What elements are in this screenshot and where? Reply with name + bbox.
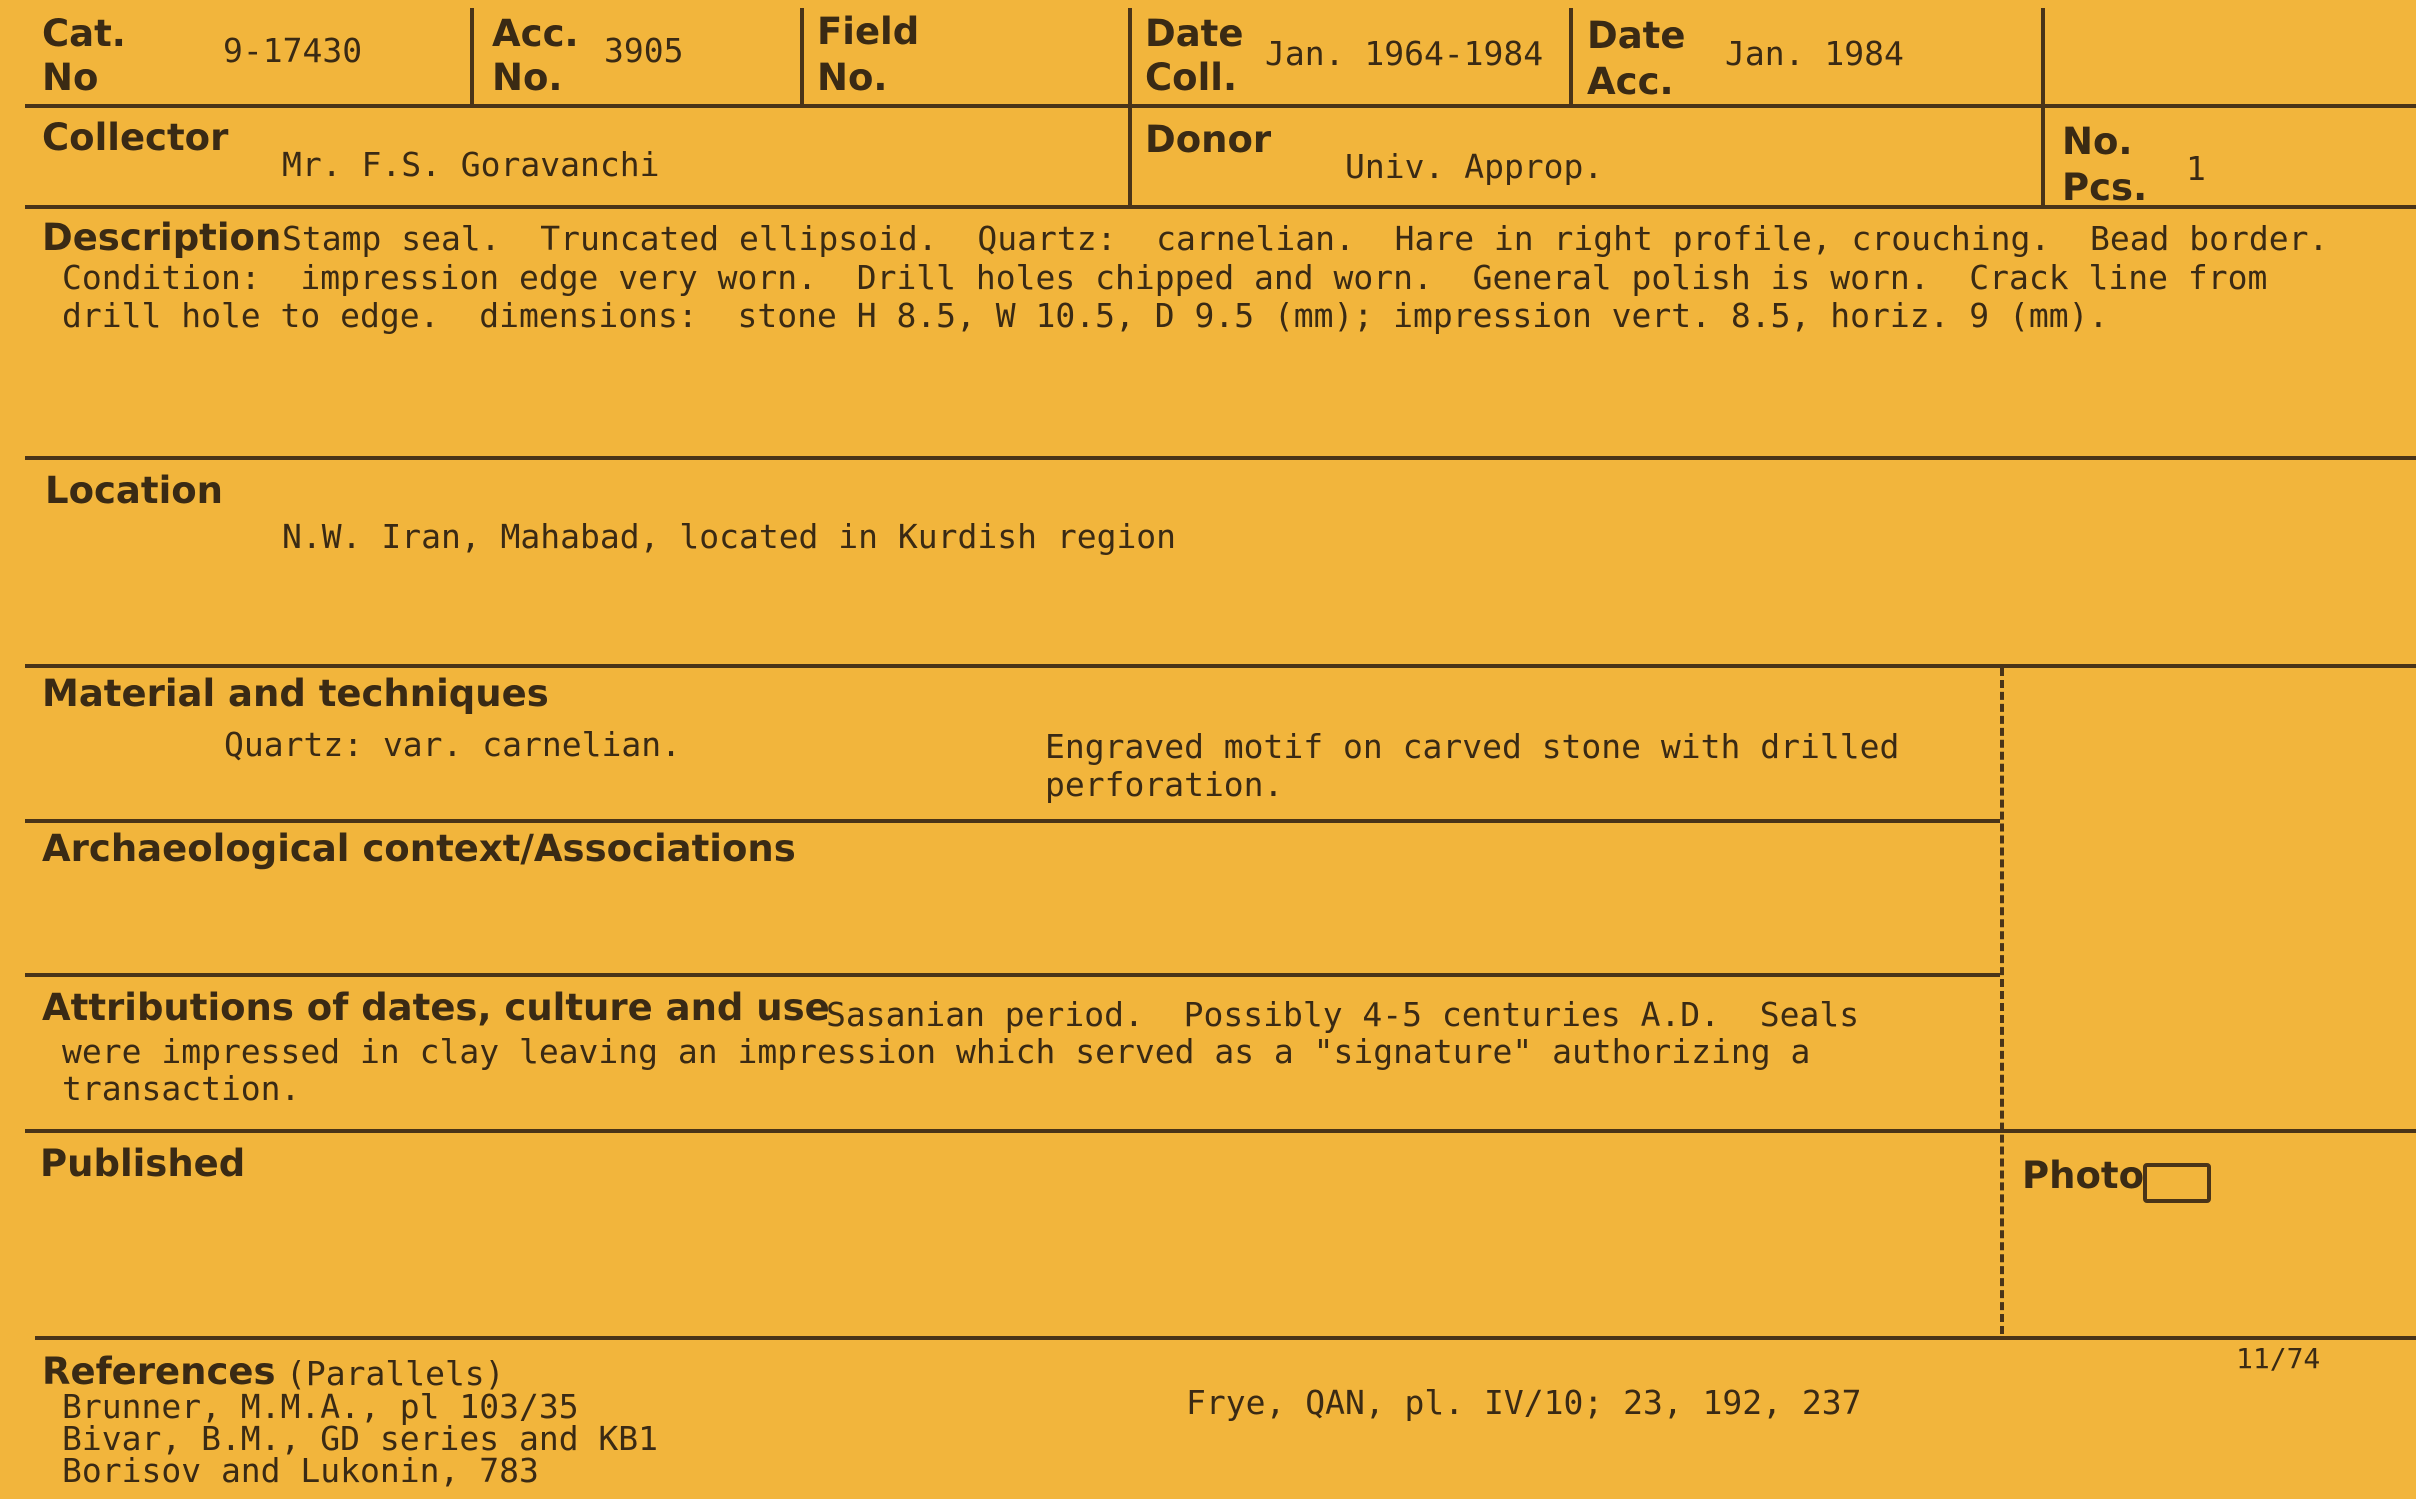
donor-label: Donor [1145, 118, 1272, 161]
cat-no-label-2: No [42, 56, 99, 99]
rule-location-bottom [25, 664, 2416, 668]
rule-v-cat [470, 8, 474, 104]
date-acc-label-2: Acc. [1587, 60, 1674, 103]
collector-label: Collector [42, 116, 229, 159]
location-label: Location [45, 469, 224, 512]
rule-description-bottom [25, 456, 2416, 460]
date-coll-label-1: Date [1145, 12, 1244, 55]
description-line-2: Condition: impression edge very worn. Drill holes chipped and worn. General polish is worn. Crack line from [62, 258, 2268, 297]
references-note: (Parallels) [286, 1354, 505, 1393]
location-value: N.W. Iran, Mahabad, located in Kurdish region [282, 517, 1177, 556]
reference-item-1: Brunner, M.M.A., pl 103/35 [62, 1387, 579, 1426]
rule-material-bottom [25, 819, 2000, 823]
attribution-line-2: were impressed in clay leaving an impression which served as a "signature" authorizing a [62, 1032, 1811, 1071]
form-code: 11/74 [2236, 1342, 2321, 1375]
donor-value: Univ. Approp. [1345, 147, 1604, 186]
reference-item-2: Bivar, B.M., GD series and KB1 [62, 1419, 659, 1458]
attribution-label: Attributions of dates, culture and use [42, 986, 830, 1029]
rule-context-bottom [25, 973, 2000, 977]
rule-header-bottom [25, 104, 2416, 108]
description-label: Description [42, 216, 282, 259]
rule-v-datecoll [1569, 8, 1573, 104]
published-label: Published [40, 1142, 246, 1185]
material-label: Material and techniques [42, 672, 549, 715]
description-line-1: Stamp seal. Truncated ellipsoid. Quartz: carnelian. Hare in right profile, crouching. Bead border. [282, 219, 2329, 258]
cat-no-value: 9-17430 [223, 31, 363, 70]
acc-no-value: 3905 [604, 31, 684, 70]
rule-attribution-bottom [25, 1129, 2416, 1133]
rule-collector-bottom [25, 205, 2416, 209]
pieces-label-2: Pcs. [2062, 166, 2148, 209]
field-no-label-1: Field [817, 10, 920, 53]
reference-item-3: Borisov and Lukonin, 783 [62, 1451, 539, 1490]
technique-line-2: perforation. [1045, 765, 1284, 804]
references-label: References [42, 1350, 276, 1393]
pieces-value: 1 [2186, 149, 2206, 188]
attribution-line-1: Sasanian period. Possibly 4-5 centuries A.D. Seals [826, 995, 1860, 1034]
rule-published-bottom [35, 1336, 2416, 1340]
pieces-label-1: No. [2062, 120, 2133, 163]
photo-label: Photo [2022, 1154, 2144, 1197]
acc-no-label-2: No. [492, 56, 563, 99]
description-line-3: drill hole to edge. dimensions: stone H 8.5, W 10.5, D 9.5 (mm); impression vert. 8.5, horiz. 9 (mm). [62, 296, 2109, 335]
acc-no-label-1: Acc. [492, 12, 579, 55]
collector-value: Mr. F.S. Goravanchi [282, 145, 660, 184]
rule-v-dateacc [2041, 8, 2045, 205]
material-value: Quartz: var. carnelian. [224, 725, 681, 764]
date-acc-value: Jan. 1984 [1725, 34, 1904, 73]
field-no-label-2: No. [817, 56, 888, 99]
cat-no-label-1: Cat. [42, 12, 126, 55]
rule-v-photo-dashed [2000, 668, 2004, 1334]
date-coll-label-2: Coll. [1145, 56, 1237, 99]
context-label: Archaeological context/Associations [42, 827, 796, 870]
date-acc-label-1: Date [1587, 14, 1686, 57]
date-coll-value: Jan. 1964-1984 [1265, 34, 1544, 73]
rule-v-field [1128, 8, 1132, 205]
reference-right: Frye, QAN, pl. IV/10; 23, 192, 237 [1186, 1383, 1862, 1422]
photo-checkbox [2143, 1163, 2211, 1203]
technique-line-1: Engraved motif on carved stone with drilled [1045, 727, 1900, 766]
attribution-line-3: transaction. [62, 1069, 301, 1108]
rule-v-acc [800, 8, 804, 104]
